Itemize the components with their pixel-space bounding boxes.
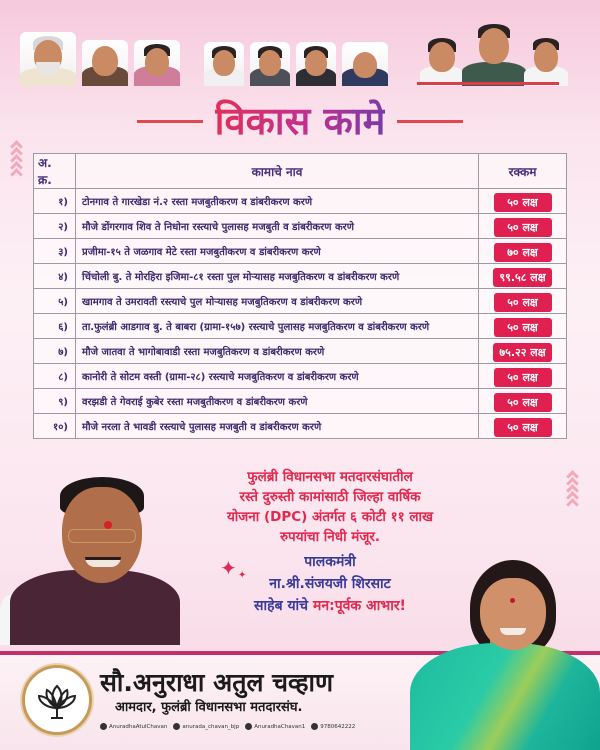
announcement-line-1: फुलंब्री विधानसभा मतदारसंघातील: [247, 469, 413, 485]
row-amount-cell: [479, 389, 567, 414]
row-work-name: प्रजीमा-१५ ते जळगाव मेटे रस्ता मजबुतीकरण व डांबरीकरण करणे: [76, 239, 479, 264]
sparkle-icon: ✦: [220, 556, 237, 580]
title-block: [0, 97, 600, 145]
leader-photo: [204, 42, 244, 86]
table-row: [34, 314, 567, 339]
social-links: [100, 723, 355, 730]
title-line-left: [137, 120, 203, 123]
row-work-name: खामगाव ते उमरावती रस्त्याचे पुल मोऱ्यासह मजबुतिकरण व डांबरीकरण करणे: [76, 289, 479, 314]
row-serial-no: १०): [34, 414, 76, 439]
sparkle-small-icon: ✦: [238, 570, 247, 581]
chevron-up-decoration-icon: [566, 470, 578, 505]
row-serial-no: ८): [34, 364, 76, 389]
row-work-name: मौजे जातवा ते भागोबावाडी रस्ता मजबुतिकरण व डांबरीकरण करणे: [76, 339, 479, 364]
row-serial-no: ३): [34, 239, 76, 264]
table-row: [34, 389, 567, 414]
row-serial-no: २): [34, 214, 76, 239]
bjp-lotus-logo-icon: [22, 665, 92, 735]
header-serial-no: अ. क्र.: [34, 154, 76, 189]
social-instagram[interactable]: [173, 723, 239, 730]
mla-designation: आमदार, फुलंब्री विधानसभा मतदारसंघ.: [115, 700, 303, 715]
row-work-name: टोनगाव ते गारखेडा नं.२ रस्ता मजबुतीकरण व डांबरीकरण करणे: [76, 189, 479, 214]
table-row: [34, 264, 567, 289]
instagram-icon: [173, 723, 180, 730]
social-whatsapp[interactable]: [311, 723, 355, 730]
amount-badge: ५० लक्ष: [494, 293, 552, 312]
row-serial-no: ५): [34, 289, 76, 314]
table-row: [34, 214, 567, 239]
social-whatsapp-text: 9780642222: [320, 723, 356, 730]
row-amount-cell: [479, 414, 567, 439]
amount-badge: ५० लक्ष: [494, 368, 552, 387]
page-title: विकास कामे: [214, 99, 386, 143]
social-facebook[interactable]: [100, 723, 167, 730]
leader-photo: [524, 30, 568, 86]
leader-photo: [250, 42, 290, 86]
leader-photo: [20, 32, 76, 86]
title-line-right: [397, 120, 463, 123]
row-work-name: मौजे नरला ते भावडी रस्त्याचे पुलासह मजबुती व डांबरीकरण करणे: [76, 414, 479, 439]
amount-badge: ७० लक्ष: [494, 243, 552, 262]
row-work-name: चिंचोली बु. ते मोरहिरा इजिमा-८१ रस्ता पुल मोऱ्यासह मजबुतिकरण व डांबरीकरण करणे: [76, 264, 479, 289]
amount-badge: ९९.५८ लक्ष: [493, 268, 551, 287]
leader-portrait-photo: [0, 465, 180, 645]
amount-badge: ५० लक्ष: [494, 193, 552, 212]
social-instagram-text: anurada_chavan_bjp: [182, 723, 240, 730]
amount-badge: ५० लक्ष: [494, 393, 552, 412]
table-header-row: [34, 154, 567, 189]
amount-badge: ५० लक्ष: [494, 418, 552, 437]
row-serial-no: ६): [34, 314, 76, 339]
row-work-name: ता.फुलंब्री आडगाव बु. ते बाबरा (ग्रामा-१५७) रस्त्याचे पुलासह मजबुतिकरण व डांबरीकरण करणे: [76, 314, 479, 339]
mla-portrait-photo: [410, 548, 600, 750]
announcement-line-3: योजना (DPC) अंतर्गत ६ कोटी ११ लाख: [226, 509, 434, 525]
header-work-name: कामाचे नाव: [76, 154, 479, 189]
table-row: [34, 189, 567, 214]
thanks-line-3b: मन:पूर्वक आभार!: [312, 598, 406, 614]
table-row: [34, 339, 567, 364]
row-amount-cell: [479, 314, 567, 339]
leader-photo: [420, 30, 464, 86]
row-work-name: मौजे डोंगरगाव शिव ते निधोना रस्त्याचे पुलासह मजबुती व डांबरीकरण करणे: [76, 214, 479, 239]
leaders-underline: [417, 82, 559, 85]
chevron-up-decoration-icon: [10, 140, 22, 175]
works-table: [33, 153, 567, 439]
table-row: [34, 414, 567, 439]
table-row: [34, 289, 567, 314]
row-amount-cell: [479, 364, 567, 389]
leader-photo: [342, 42, 388, 86]
social-x-text: AnuradhaChavan1: [254, 723, 306, 730]
facebook-icon: [100, 723, 107, 730]
thanks-line-1: पालकमंत्री: [304, 554, 356, 570]
amount-badge: ५० लक्ष: [494, 318, 552, 337]
announcement-line-2: रस्ते दुरुस्ती कामांसाठी जिल्हा वार्षिक: [239, 489, 421, 505]
whatsapp-icon: [311, 723, 318, 730]
leaders-row: [14, 14, 586, 86]
header-amount: रक्कम: [479, 154, 567, 189]
announcement-line-4: रुपयांचा निधी मंजूर.: [279, 529, 381, 545]
leader-photo: [134, 40, 180, 86]
row-amount-cell: [479, 189, 567, 214]
row-work-name: वरझडी ते गेवराई कुबेर रस्ता मजबुतीकरण व डांबरीकरण करणे: [76, 389, 479, 414]
row-serial-no: ४): [34, 264, 76, 289]
amount-badge: ७५.२२ लक्ष: [493, 343, 551, 362]
social-facebook-text: AnuradhaAtulChavan: [109, 723, 168, 730]
social-x[interactable]: [245, 723, 305, 730]
row-amount-cell: [479, 239, 567, 264]
row-serial-no: ७): [34, 339, 76, 364]
row-amount-cell: [479, 214, 567, 239]
x-twitter-icon: [245, 723, 252, 730]
row-amount-cell: [479, 289, 567, 314]
row-amount-cell: [479, 264, 567, 289]
amount-badge: ५० लक्ष: [494, 218, 552, 237]
thanks-line-3a: साहेब यांचे: [254, 598, 313, 614]
row-work-name: कानोरी ते सोटम वस्ती (ग्रामा-२८) रस्त्याचे मजबुतिकरण व डांबरीकरण करणे: [76, 364, 479, 389]
leader-photo: [296, 42, 336, 86]
row-serial-no: १): [34, 189, 76, 214]
mla-name: सौ.अनुराधा अतुल चव्हाण: [100, 668, 334, 697]
row-serial-no: ९): [34, 389, 76, 414]
leader-photo: [462, 18, 526, 86]
leader-photo: [82, 40, 128, 86]
table-row: [34, 239, 567, 264]
table-row: [34, 364, 567, 389]
row-amount-cell: [479, 339, 567, 364]
thanks-line-2: ना.श्री.संजयजी शिरसाट: [269, 576, 391, 592]
